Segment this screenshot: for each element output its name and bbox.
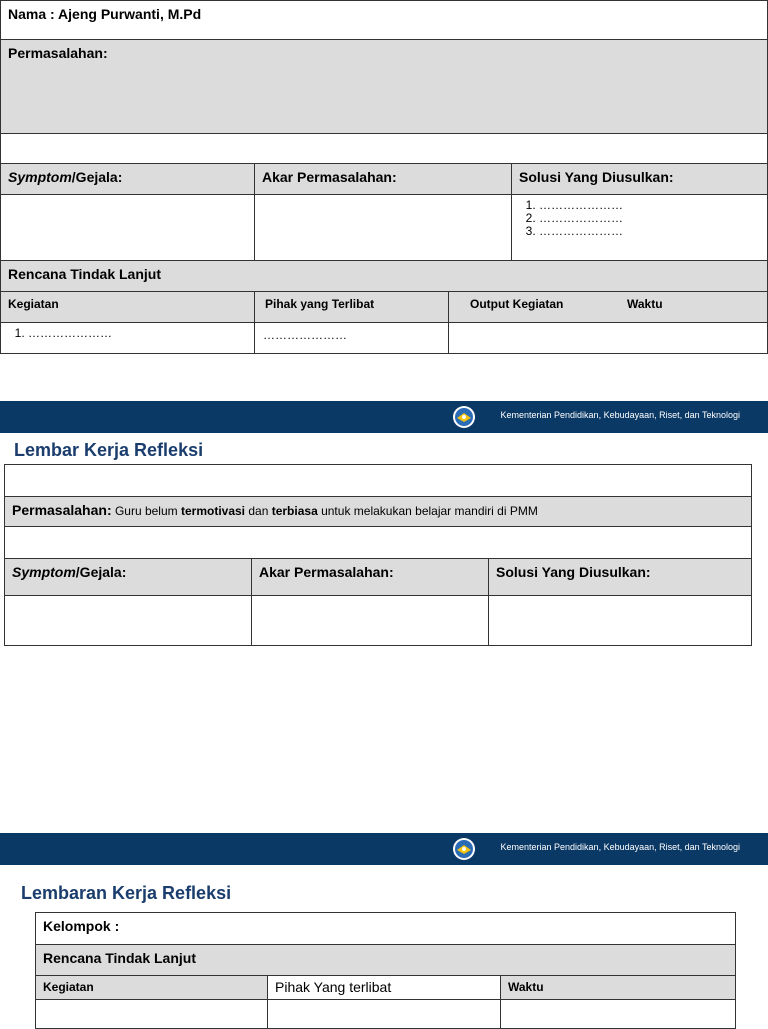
solusi-cell: [488, 595, 752, 646]
perm-text-2: dan: [245, 504, 272, 518]
perm-bold-1: termotivasi: [180, 504, 246, 518]
output-cell: [448, 322, 768, 354]
perm-text-1: Guru belum: [111, 504, 181, 518]
symptom-rest: /Gejala:: [71, 169, 123, 185]
header-band: [0, 401, 768, 433]
pihak-cell: [267, 999, 501, 1029]
nama-text: Nama : Ajeng Purwanti, M.Pd: [8, 6, 202, 22]
permasalahan-label: Permasalahan:: [8, 45, 108, 61]
ministry-name: Kementerian Pendidikan, Kebudayaan, Riset, dan Teknologi: [500, 410, 740, 420]
kegiatan-cell: [35, 999, 268, 1029]
akar-cell: [254, 194, 512, 261]
output-waktu-header: [448, 291, 768, 323]
nama-row: [0, 0, 768, 40]
kegiatan-label: Kegiatan: [8, 297, 59, 311]
rtl-header: [35, 944, 736, 976]
kegiatan-item: 1. …………………: [28, 327, 247, 340]
waktu-label: Waktu: [627, 297, 663, 311]
solusi-label: Solusi Yang Diusulkan:: [496, 564, 651, 580]
ministry-name: Kementerian Pendidikan, Kebudayaan, Riset, dan Teknologi: [500, 842, 740, 852]
permasalahan-row: [4, 496, 752, 527]
header-band: [0, 833, 768, 865]
kelompok-label: Kelompok :: [43, 918, 120, 934]
solusi-item: 2. …………………: [539, 212, 760, 225]
output-label: Output Kegiatan: [470, 297, 564, 311]
empty-row: [0, 133, 768, 164]
solusi-list: [519, 199, 760, 238]
perm-text-3: untuk melakukan belajar mandiri di PMM: [317, 504, 538, 518]
pihak-cell: [254, 322, 449, 354]
symptom-header: [4, 558, 252, 596]
akar-header: [251, 558, 489, 596]
waktu-header: [500, 975, 736, 1000]
symptom-italic: Symptom: [8, 169, 72, 185]
kegiatan-cell: [0, 322, 255, 354]
waktu-cell: [500, 999, 736, 1029]
symptom-cell: [0, 194, 255, 261]
kegiatan-label: Kegiatan: [43, 980, 94, 994]
page-title: Lembar Kerja Refleksi: [14, 440, 204, 460]
permasalahan-label: Permasalahan:: [12, 502, 112, 518]
rtl-label: Rencana Tindak Lanjut: [8, 266, 161, 282]
solusi-label: Solusi Yang Diusulkan:: [519, 169, 674, 185]
pihak-header: [254, 291, 449, 323]
pihak-label: Pihak yang Terlibat: [265, 297, 375, 311]
tut-wuri-handayani-logo-icon: [452, 405, 476, 429]
rtl-header: [0, 260, 768, 292]
solusi-header: [511, 163, 768, 195]
akar-cell: [251, 595, 489, 646]
solusi-item: 3. …………………: [539, 225, 760, 238]
rtl-label: Rencana Tindak Lanjut: [43, 950, 196, 966]
empty-row: [4, 526, 752, 559]
solusi-header: [488, 558, 752, 596]
akar-label: Akar Permasalahan:: [259, 564, 394, 580]
waktu-label: Waktu: [508, 980, 544, 994]
solusi-cell: [511, 194, 768, 261]
pihak-label: Pihak Yang terlibat: [275, 979, 392, 995]
permasalahan-row: [0, 39, 768, 134]
kegiatan-header: [35, 975, 268, 1000]
solusi-item: 1. …………………: [539, 199, 760, 212]
symptom-cell: [4, 595, 252, 646]
perm-bold-2: terbiasa: [271, 504, 318, 518]
pihak-item: …………………: [263, 328, 347, 342]
tut-wuri-handayani-logo-icon: [452, 837, 476, 861]
symptom-header: [0, 163, 255, 195]
symptom-italic: Symptom: [12, 564, 76, 580]
page-title: Lembaran Kerja Refleksi: [21, 883, 232, 903]
kelompok-row: [35, 912, 736, 945]
akar-label: Akar Permasalahan:: [262, 169, 397, 185]
symptom-rest: /Gejala:: [75, 564, 127, 580]
kegiatan-header: [0, 291, 255, 323]
akar-header: [254, 163, 512, 195]
pihak-header: [267, 975, 501, 1000]
empty-row: [4, 464, 752, 497]
